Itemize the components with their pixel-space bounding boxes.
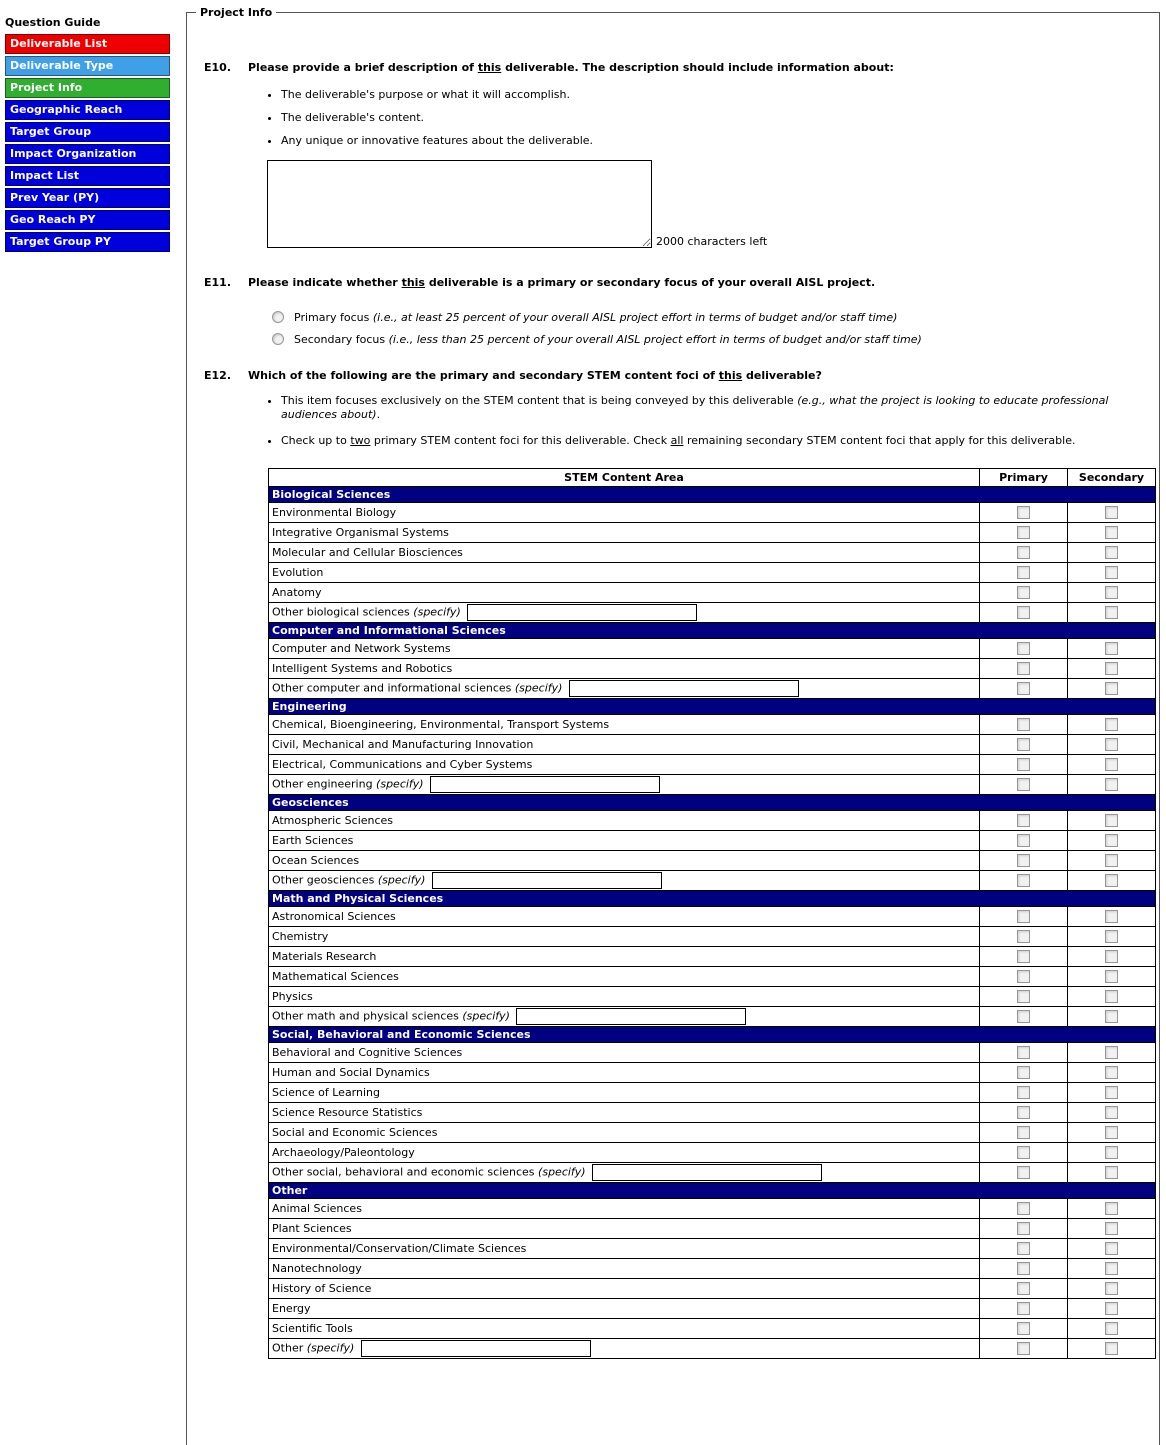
primary-cell — [980, 1279, 1068, 1299]
primary-cell — [980, 831, 1068, 851]
secondary-cell — [1068, 679, 1156, 699]
primary-cell — [980, 947, 1068, 967]
secondary-cell — [1068, 563, 1156, 583]
secondary-cell — [1068, 715, 1156, 735]
bullet-item: • This item focuses exclusively on the STEM content that is being conveyed by this deliverable (e.g., what the project is looking to educate professional audiences about). — [281, 394, 1116, 422]
section-row — [269, 1027, 1156, 1043]
section-header: Biological Sciences — [269, 487, 1156, 503]
secondary-checkbox[interactable] — [1105, 814, 1118, 827]
primary-checkbox[interactable] — [1017, 930, 1030, 943]
primary-checkbox[interactable] — [1017, 1126, 1030, 1139]
primary-checkbox[interactable] — [1017, 1202, 1030, 1215]
section-header: Engineering — [269, 699, 1156, 715]
secondary-checkbox[interactable] — [1105, 1202, 1118, 1215]
primary-checkbox[interactable] — [1017, 758, 1030, 771]
primary-cell — [980, 1239, 1068, 1259]
stem-row — [269, 811, 1156, 831]
secondary-checkbox[interactable] — [1105, 586, 1118, 599]
primary-cell — [980, 583, 1068, 603]
primary-cell — [980, 679, 1068, 699]
stem-area-label: Astronomical Sciences — [269, 907, 980, 927]
stem-area-label: Electrical, Communications and Cyber Systems — [269, 755, 980, 775]
secondary-checkbox[interactable] — [1105, 1066, 1118, 1079]
question-number: E12. — [204, 369, 232, 382]
stem-row — [269, 1103, 1156, 1123]
secondary-checkbox[interactable] — [1105, 662, 1118, 675]
col-header-primary: Primary — [980, 469, 1068, 487]
primary-cell — [980, 503, 1068, 523]
secondary-checkbox[interactable] — [1105, 566, 1118, 579]
stem-row — [269, 1163, 1156, 1183]
sidebar-item-geographic-reach[interactable]: Geographic Reach — [5, 100, 170, 120]
stem-area-label: Environmental Biology — [269, 503, 980, 523]
secondary-checkbox[interactable] — [1105, 1222, 1118, 1235]
primary-cell — [980, 1199, 1068, 1219]
question-e11 — [204, 276, 1159, 347]
stem-row — [269, 1123, 1156, 1143]
secondary-cell — [1068, 1043, 1156, 1063]
question-e10 — [204, 61, 1159, 248]
stem-row — [269, 735, 1156, 755]
primary-checkbox[interactable] — [1017, 606, 1030, 619]
sidebar-item-target-group[interactable]: Target Group — [5, 122, 170, 142]
secondary-cell — [1068, 967, 1156, 987]
secondary-checkbox[interactable] — [1105, 950, 1118, 963]
bullet-item: • The deliverable's purpose or what it will accomplish. — [281, 88, 1116, 102]
panel-legend: Project Info — [200, 6, 273, 19]
primary-cell — [980, 1163, 1068, 1183]
secondary-checkbox[interactable] — [1105, 738, 1118, 751]
stem-area-label: Ocean Sciences — [269, 851, 980, 871]
secondary-checkbox[interactable] — [1105, 1242, 1118, 1255]
secondary-cell — [1068, 659, 1156, 679]
secondary-checkbox[interactable] — [1105, 1262, 1118, 1275]
secondary-checkbox[interactable] — [1105, 526, 1118, 539]
secondary-cell — [1068, 871, 1156, 891]
secondary-checkbox[interactable] — [1105, 1282, 1118, 1295]
stem-area-label: History of Science — [269, 1279, 980, 1299]
section-row — [269, 487, 1156, 503]
stem-row — [269, 947, 1156, 967]
primary-focus-label: Primary focus (i.e., at least 25 percent of your overall AISL project effort in terms of budget and/or staff time) — [294, 310, 898, 324]
primary-checkbox[interactable] — [1017, 970, 1030, 983]
secondary-cell — [1068, 755, 1156, 775]
primary-cell — [980, 735, 1068, 755]
stem-area-label: Other social, behavioral and economic sciences (specify) — [269, 1163, 980, 1183]
bullet-item: • The deliverable's content. — [281, 111, 1116, 125]
secondary-checkbox[interactable] — [1105, 1322, 1118, 1335]
primary-cell — [980, 907, 1068, 927]
secondary-cell — [1068, 639, 1156, 659]
specify-input[interactable] — [569, 680, 799, 697]
secondary-focus-label: Secondary focus (i.e., less than 25 percent of your overall AISL project effort in terms of budget and/or staff time) — [294, 332, 922, 346]
sidebar-item-impact-list[interactable]: Impact List — [5, 166, 170, 186]
stem-area-label: Atmospheric Sciences — [269, 811, 980, 831]
specify-input[interactable] — [592, 1164, 822, 1181]
primary-checkbox[interactable] — [1017, 642, 1030, 655]
primary-focus-radio[interactable] — [272, 311, 284, 323]
stem-row — [269, 1083, 1156, 1103]
secondary-cell — [1068, 1239, 1156, 1259]
secondary-checkbox[interactable] — [1105, 1046, 1118, 1059]
primary-cell — [980, 1007, 1068, 1027]
stem-row — [269, 755, 1156, 775]
stem-area-label: Other biological sciences (specify) — [269, 603, 980, 623]
secondary-checkbox[interactable] — [1105, 1086, 1118, 1099]
secondary-cell — [1068, 1163, 1156, 1183]
question-number: E11. — [204, 276, 232, 289]
secondary-cell — [1068, 1007, 1156, 1027]
stem-row — [269, 563, 1156, 583]
stem-row — [269, 1279, 1156, 1299]
secondary-checkbox[interactable] — [1105, 506, 1118, 519]
secondary-cell — [1068, 987, 1156, 1007]
secondary-cell — [1068, 1279, 1156, 1299]
project-info-panel — [186, 6, 1160, 1445]
stem-area-label: Plant Sciences — [269, 1219, 980, 1239]
secondary-checkbox[interactable] — [1105, 874, 1118, 887]
secondary-checkbox[interactable] — [1105, 778, 1118, 791]
question-guide-sidebar — [5, 16, 170, 254]
stem-area-label: Archaeology/Paleontology — [269, 1143, 980, 1163]
stem-row — [269, 851, 1156, 871]
specify-input[interactable] — [432, 872, 662, 889]
specify-input[interactable] — [361, 1340, 591, 1357]
secondary-cell — [1068, 811, 1156, 831]
primary-checkbox[interactable] — [1017, 778, 1030, 791]
section-header: Math and Physical Sciences — [269, 891, 1156, 907]
bullet-item: • Check up to two primary STEM content foci for this deliverable. Check all remaining secondary STEM content foci that apply for this deliverable. — [281, 434, 1116, 448]
primary-checkbox[interactable] — [1017, 566, 1030, 579]
table-header-row — [269, 469, 1156, 487]
characters-left-label: 2000 characters left — [656, 235, 768, 248]
stem-row — [269, 987, 1156, 1007]
primary-checkbox[interactable] — [1017, 1066, 1030, 1079]
secondary-checkbox[interactable] — [1105, 854, 1118, 867]
primary-checkbox[interactable] — [1017, 1010, 1030, 1023]
col-header-secondary: Secondary — [1068, 469, 1156, 487]
secondary-focus-option — [272, 331, 1159, 347]
secondary-cell — [1068, 1259, 1156, 1279]
primary-checkbox[interactable] — [1017, 1282, 1030, 1295]
stem-row — [269, 603, 1156, 623]
stem-row — [269, 715, 1156, 735]
primary-checkbox[interactable] — [1017, 874, 1030, 887]
primary-cell — [980, 1123, 1068, 1143]
primary-checkbox[interactable] — [1017, 1262, 1030, 1275]
stem-row — [269, 1143, 1156, 1163]
stem-row — [269, 1063, 1156, 1083]
stem-area-label: Anatomy — [269, 583, 980, 603]
secondary-focus-radio[interactable] — [272, 333, 284, 345]
primary-checkbox[interactable] — [1017, 738, 1030, 751]
secondary-cell — [1068, 851, 1156, 871]
primary-cell — [980, 927, 1068, 947]
stem-row — [269, 1319, 1156, 1339]
stem-row — [269, 871, 1156, 891]
primary-cell — [980, 603, 1068, 623]
primary-checkbox[interactable] — [1017, 1086, 1030, 1099]
primary-cell — [980, 1143, 1068, 1163]
stem-area-label: Science Resource Statistics — [269, 1103, 980, 1123]
stem-area-label: Civil, Mechanical and Manufacturing Innovation — [269, 735, 980, 755]
sidebar-item-project-info[interactable]: Project Info — [5, 78, 170, 98]
primary-checkbox[interactable] — [1017, 1242, 1030, 1255]
stem-area-label: Energy — [269, 1299, 980, 1319]
secondary-cell — [1068, 583, 1156, 603]
secondary-checkbox[interactable] — [1105, 546, 1118, 559]
primary-cell — [980, 715, 1068, 735]
stem-area-label: Integrative Organismal Systems — [269, 523, 980, 543]
secondary-checkbox[interactable] — [1105, 642, 1118, 655]
section-row — [269, 891, 1156, 907]
primary-checkbox[interactable] — [1017, 910, 1030, 923]
secondary-checkbox[interactable] — [1105, 1342, 1118, 1355]
question-number: E10. — [204, 61, 232, 74]
primary-checkbox[interactable] — [1017, 1106, 1030, 1119]
primary-checkbox[interactable] — [1017, 682, 1030, 695]
stem-area-label: Chemical, Bioengineering, Environmental, Transport Systems — [269, 715, 980, 735]
stem-row — [269, 523, 1156, 543]
primary-cell — [980, 775, 1068, 795]
secondary-cell — [1068, 1199, 1156, 1219]
question-text: Which of the following are the primary and secondary STEM content foci of this deliverable? — [248, 369, 822, 382]
sidebar-item-deliverable-list[interactable]: Deliverable List — [5, 34, 170, 54]
stem-row — [269, 967, 1156, 987]
primary-cell — [980, 755, 1068, 775]
stem-area-label: Intelligent Systems and Robotics — [269, 659, 980, 679]
stem-area-label: Materials Research — [269, 947, 980, 967]
primary-checkbox[interactable] — [1017, 506, 1030, 519]
section-row — [269, 1183, 1156, 1199]
secondary-cell — [1068, 1063, 1156, 1083]
secondary-checkbox[interactable] — [1105, 1126, 1118, 1139]
stem-row — [269, 1199, 1156, 1219]
stem-area-label: Behavioral and Cognitive Sciences — [269, 1043, 980, 1063]
e12-bullet-list — [266, 394, 1116, 448]
stem-area-label: Other geosciences (specify) — [269, 871, 980, 891]
secondary-cell — [1068, 927, 1156, 947]
primary-cell — [980, 967, 1068, 987]
secondary-cell — [1068, 1299, 1156, 1319]
primary-checkbox[interactable] — [1017, 586, 1030, 599]
stem-area-label: Other (specify) — [269, 1339, 980, 1359]
stem-row — [269, 1043, 1156, 1063]
primary-checkbox[interactable] — [1017, 526, 1030, 539]
col-header-stem-content-area: STEM Content Area — [269, 469, 980, 487]
primary-cell — [980, 563, 1068, 583]
stem-row — [269, 639, 1156, 659]
primary-focus-option — [272, 309, 1159, 325]
primary-cell — [980, 851, 1068, 871]
primary-checkbox[interactable] — [1017, 1166, 1030, 1179]
primary-checkbox[interactable] — [1017, 834, 1030, 847]
primary-cell — [980, 523, 1068, 543]
primary-cell — [980, 1259, 1068, 1279]
bullet-item: • Any unique or innovative features about the deliverable. — [281, 134, 1116, 148]
stem-area-label: Animal Sciences — [269, 1199, 980, 1219]
stem-row — [269, 1219, 1156, 1239]
primary-checkbox[interactable] — [1017, 1302, 1030, 1315]
secondary-checkbox[interactable] — [1105, 970, 1118, 983]
primary-checkbox[interactable] — [1017, 1146, 1030, 1159]
stem-area-label: Science of Learning — [269, 1083, 980, 1103]
primary-checkbox[interactable] — [1017, 854, 1030, 867]
primary-cell — [980, 1103, 1068, 1123]
section-row — [269, 795, 1156, 811]
primary-cell — [980, 543, 1068, 563]
stem-area-label: Chemistry — [269, 927, 980, 947]
specify-input[interactable] — [430, 776, 660, 793]
secondary-checkbox[interactable] — [1105, 606, 1118, 619]
sidebar-item-target-group-py[interactable]: Target Group PY — [5, 232, 170, 252]
primary-cell — [980, 987, 1068, 1007]
secondary-cell — [1068, 831, 1156, 851]
secondary-cell — [1068, 775, 1156, 795]
stem-row — [269, 1239, 1156, 1259]
secondary-checkbox[interactable] — [1105, 682, 1118, 695]
secondary-cell — [1068, 523, 1156, 543]
sidebar-item-deliverable-type[interactable]: Deliverable Type — [5, 56, 170, 76]
secondary-checkbox[interactable] — [1105, 1010, 1118, 1023]
stem-area-label: Human and Social Dynamics — [269, 1063, 980, 1083]
secondary-cell — [1068, 1123, 1156, 1143]
stem-row — [269, 583, 1156, 603]
stem-row — [269, 1007, 1156, 1027]
primary-cell — [980, 811, 1068, 831]
primary-cell — [980, 639, 1068, 659]
section-header: Geosciences — [269, 795, 1156, 811]
question-e12 — [204, 369, 1159, 1359]
primary-checkbox[interactable] — [1017, 990, 1030, 1003]
stem-area-label: Nanotechnology — [269, 1259, 980, 1279]
specify-input[interactable] — [467, 604, 697, 621]
secondary-cell — [1068, 907, 1156, 927]
secondary-cell — [1068, 1103, 1156, 1123]
stem-area-label: Scientific Tools — [269, 1319, 980, 1339]
primary-checkbox[interactable] — [1017, 1322, 1030, 1335]
primary-cell — [980, 1043, 1068, 1063]
primary-cell — [980, 1319, 1068, 1339]
stem-row — [269, 1339, 1156, 1359]
primary-checkbox[interactable] — [1017, 1046, 1030, 1059]
secondary-cell — [1068, 1143, 1156, 1163]
primary-cell — [980, 1219, 1068, 1239]
stem-row — [269, 1299, 1156, 1319]
stem-area-label: Computer and Network Systems — [269, 639, 980, 659]
secondary-checkbox[interactable] — [1105, 1146, 1118, 1159]
secondary-cell — [1068, 1339, 1156, 1359]
focus-options — [272, 309, 1159, 347]
stem-area-label: Evolution — [269, 563, 980, 583]
stem-content-table — [268, 468, 1156, 1359]
secondary-checkbox[interactable] — [1105, 758, 1118, 771]
stem-row — [269, 775, 1156, 795]
primary-cell — [980, 659, 1068, 679]
stem-area-label: Physics — [269, 987, 980, 1007]
section-header: Social, Behavioral and Economic Sciences — [269, 1027, 1156, 1043]
primary-checkbox[interactable] — [1017, 814, 1030, 827]
primary-cell — [980, 1063, 1068, 1083]
sidebar-item-geo-reach-py[interactable]: Geo Reach PY — [5, 210, 170, 230]
sidebar-item-prev-year-py[interactable]: Prev Year (PY) — [5, 188, 170, 208]
section-header: Computer and Informational Sciences — [269, 623, 1156, 639]
secondary-cell — [1068, 1319, 1156, 1339]
primary-checkbox[interactable] — [1017, 546, 1030, 559]
stem-area-label: Mathematical Sciences — [269, 967, 980, 987]
stem-row — [269, 1259, 1156, 1279]
stem-row — [269, 927, 1156, 947]
e10-bullet-list — [266, 88, 1116, 148]
stem-row — [269, 679, 1156, 699]
secondary-cell — [1068, 1083, 1156, 1103]
stem-row — [269, 831, 1156, 851]
secondary-cell — [1068, 603, 1156, 623]
stem-area-label: Earth Sciences — [269, 831, 980, 851]
stem-area-label: Other math and physical sciences (specify) — [269, 1007, 980, 1027]
secondary-checkbox[interactable] — [1105, 1166, 1118, 1179]
secondary-cell — [1068, 1219, 1156, 1239]
stem-area-label: Social and Economic Sciences — [269, 1123, 980, 1143]
sidebar-title: Question Guide — [5, 16, 101, 29]
stem-area-label: Molecular and Cellular Biosciences — [269, 543, 980, 563]
stem-area-label: Environmental/Conservation/Climate Sciences — [269, 1239, 980, 1259]
secondary-checkbox[interactable] — [1105, 834, 1118, 847]
primary-checkbox[interactable] — [1017, 662, 1030, 675]
primary-checkbox[interactable] — [1017, 1222, 1030, 1235]
secondary-cell — [1068, 947, 1156, 967]
stem-row — [269, 503, 1156, 523]
primary-cell — [980, 871, 1068, 891]
stem-row — [269, 543, 1156, 563]
sidebar-item-list — [5, 34, 170, 252]
section-row — [269, 623, 1156, 639]
primary-cell — [980, 1339, 1068, 1359]
section-row — [269, 699, 1156, 715]
primary-checkbox[interactable] — [1017, 950, 1030, 963]
specify-input[interactable] — [516, 1008, 746, 1025]
description-area — [267, 160, 1159, 248]
secondary-checkbox[interactable] — [1105, 1106, 1118, 1119]
description-textarea[interactable] — [267, 160, 652, 248]
question-text: Please indicate whether this deliverable is a primary or secondary focus of your overall AISL project. — [248, 276, 876, 289]
secondary-checkbox[interactable] — [1105, 718, 1118, 731]
primary-cell — [980, 1083, 1068, 1103]
secondary-checkbox[interactable] — [1105, 910, 1118, 923]
secondary-checkbox[interactable] — [1105, 1302, 1118, 1315]
sidebar-item-impact-organization[interactable]: Impact Organization — [5, 144, 170, 164]
primary-checkbox[interactable] — [1017, 1342, 1030, 1355]
question-text: Please provide a brief description of this deliverable. The description should include information about: — [248, 61, 894, 74]
section-header: Other — [269, 1183, 1156, 1199]
primary-cell — [980, 1299, 1068, 1319]
primary-checkbox[interactable] — [1017, 718, 1030, 731]
stem-area-label: Other computer and informational sciences (specify) — [269, 679, 980, 699]
stem-row — [269, 907, 1156, 927]
secondary-checkbox[interactable] — [1105, 990, 1118, 1003]
stem-row — [269, 659, 1156, 679]
secondary-checkbox[interactable] — [1105, 930, 1118, 943]
secondary-cell — [1068, 543, 1156, 563]
secondary-cell — [1068, 503, 1156, 523]
secondary-cell — [1068, 735, 1156, 755]
stem-area-label: Other engineering (specify) — [269, 775, 980, 795]
